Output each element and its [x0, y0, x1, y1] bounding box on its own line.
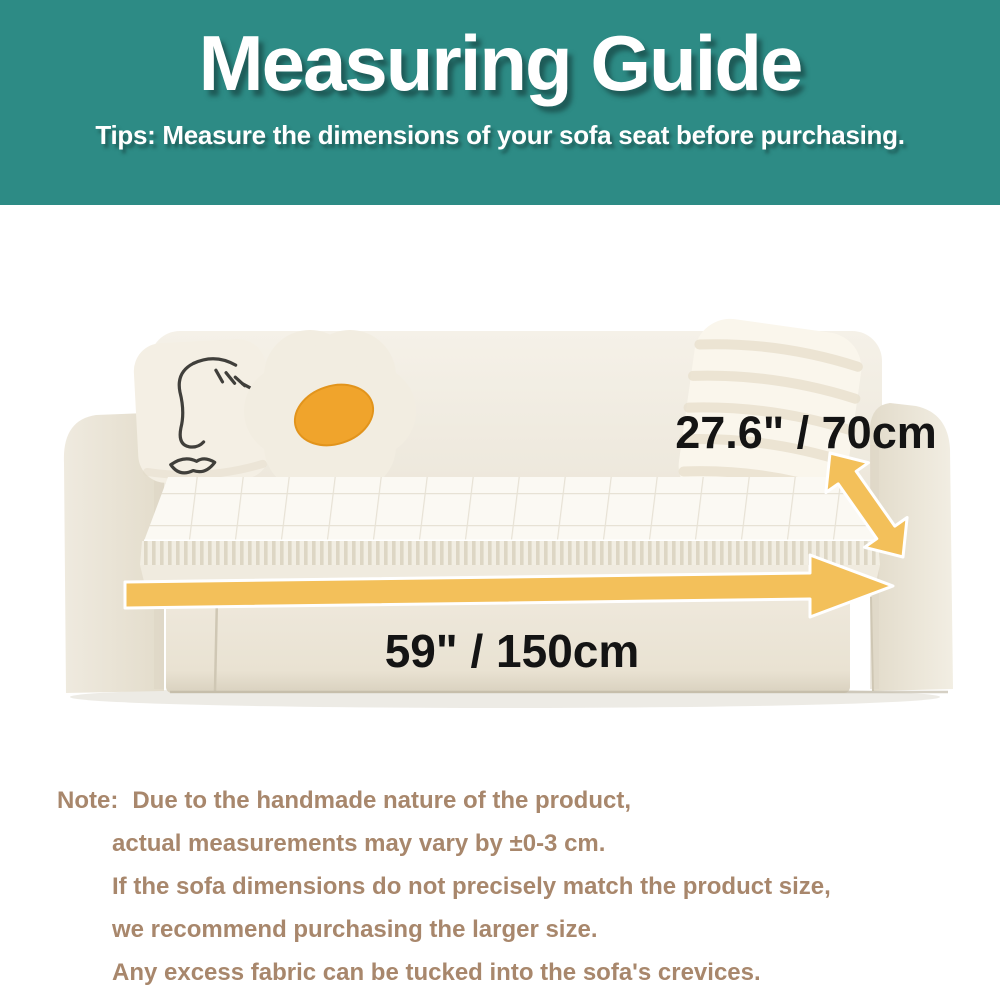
- width-measurement-label: 59" / 150cm: [384, 625, 640, 677]
- header-banner: [0, 0, 1000, 205]
- page-title: Measuring Guide: [198, 19, 802, 107]
- sofa-illustration: [0, 205, 1000, 775]
- depth-measurement-label: 27.6" / 70cm: [675, 407, 937, 458]
- tips-text: Tips: Measure the dimensions of your sofa seat before purchasing.: [95, 120, 905, 151]
- note-label: Note:: [57, 787, 119, 814]
- flower-pillow: [244, 330, 416, 492]
- note-line: Any excess fabric can be tucked into the sofa's crevices.: [112, 959, 761, 986]
- seat-ribbed-strip: [140, 541, 880, 565]
- note-line: If the sofa dimensions do not precisely match the product size,: [112, 873, 831, 900]
- note-line: we recommend purchasing the larger size.: [112, 916, 598, 943]
- sofa-measuring-diagram: [0, 205, 1000, 775]
- note-line: actual measurements may vary by ±0-3 cm.: [112, 830, 606, 857]
- seat-quilt-top: [144, 477, 876, 541]
- note-block: [0, 775, 1000, 994]
- note-line-text: Due to the handmade nature of the product,: [132, 787, 632, 814]
- note-line: [57, 779, 970, 822]
